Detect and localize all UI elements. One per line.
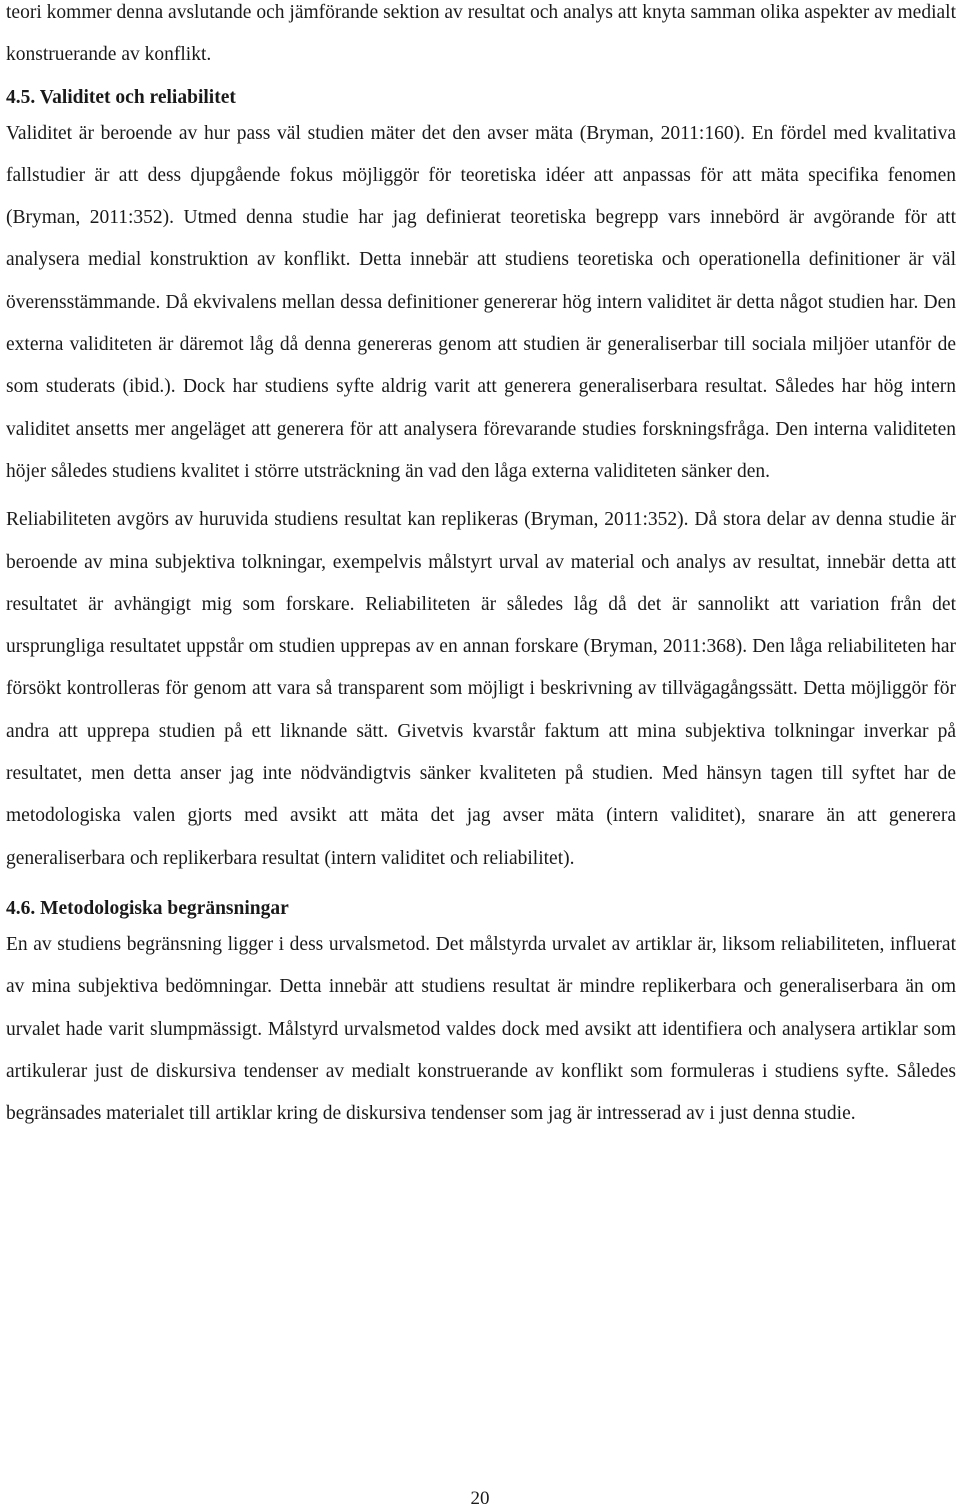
limitations-paragraph: En av studiens begränsning ligger i dess urvalsmetod. Det målstyrda urvalet av artiklar är, liksom reliabiliteten, influerat av mina subjektiva bedömningar. Detta innebär att studiens resultat är mindre replikerbara och generaliserbara än om urvalet hade varit slumpmässigt. Målstyrd urvalsmetod valdes dock med avsikt att identifiera och analysera artiklar som artikulerar just de diskursiva tendenser av medialt konstruerande av konflikt som formuleras i studiens syfte. Således begränsades materialet till artiklar kring de diskursiva tendenser som jag är intresserad av i just denna studie. (6, 933, 956, 1125)
page-number: 20 (470, 1488, 490, 1509)
validity-paragraph: Validitet är beroende av hur pass väl studien mäter det den avser mäta (Bryman, 2011:160). En fördel med kvalitativa fallstudier är att dess djupgående fokus möjliggör för teoretiska idéer att anpassas för att mäta specifika fenomen (Bryman, 2011:352). Utmed denna studie har jag definierat teoretiska begrepp vars innebörd är avgörande för att analysera medial konstruktion av konflikt. Detta innebär att studiens teoretiska och operationella definitioner är väl överensstämmande. Då ekvivalens mellan dessa definitioner genererar hög intern validitet är detta något studien har. Den externa validiteten är däremot låg då denna genereras genom att studien är generaliserbar till sociala miljöer utanför de som studerats (ibid.). Dock har studiens syfte aldrig varit att generera generaliserbara resultat. Således har hög intern validitet ansetts mer angeläget att generera för att analysera förevarande studies forskningsfråga. Den interna validiteten höjer således studiens kvalitet i större utsträckning än vad den låga externa validiteten sänker den. (6, 122, 956, 482)
document-page (6, 0, 956, 1135)
intro-paragraph: teori kommer denna avslutande och jämförande sektion av resultat och analys att knyta samman olika aspekter av medialt konstruerande av konflikt. (6, 2, 956, 66)
reliability-paragraph: Reliabiliteten avgörs av huruvida studiens resultat kan replikeras (Bryman, 2011:352). Då stora delar av denna studie är beroende av mina subjektiva tolkningar, exempelvis målstyrt urval av material och analys av resultat, innebär detta att resultatet är avhängigt mig som forskare. Reliabiliteten är således låg då det är sannolikt att variation från det ursprungliga resultatet uppstår om studien upprepas av en annan forskare (Bryman, 2011:368). Den låga reliabiliteten har försökt kontrolleras för genom att vara så transparent som möjligt i beskrivning av tillvägagångssätt. Detta möjliggör för andra att upprepa studien på ett liknande sätt. Givetvis kvarstår faktum att mina subjektiva tolkningar inverkar på resultatet, men detta anser jag inte nödvändigtvis sänker kvaliteten på studien. Med hänsyn tagen till syftet har de metodologiska valen gjorts med avsikt att mäta det jag avser mäta (intern validitet), snarare än att generera generaliserbara och replikerbara resultat (intern validitet och reliabilitet). (6, 509, 956, 869)
section-heading-4-5: 4.5. Validitet och reliabilitet (6, 86, 236, 108)
section-heading-4-6: 4.6. Metodologiska begränsningar (6, 897, 289, 919)
